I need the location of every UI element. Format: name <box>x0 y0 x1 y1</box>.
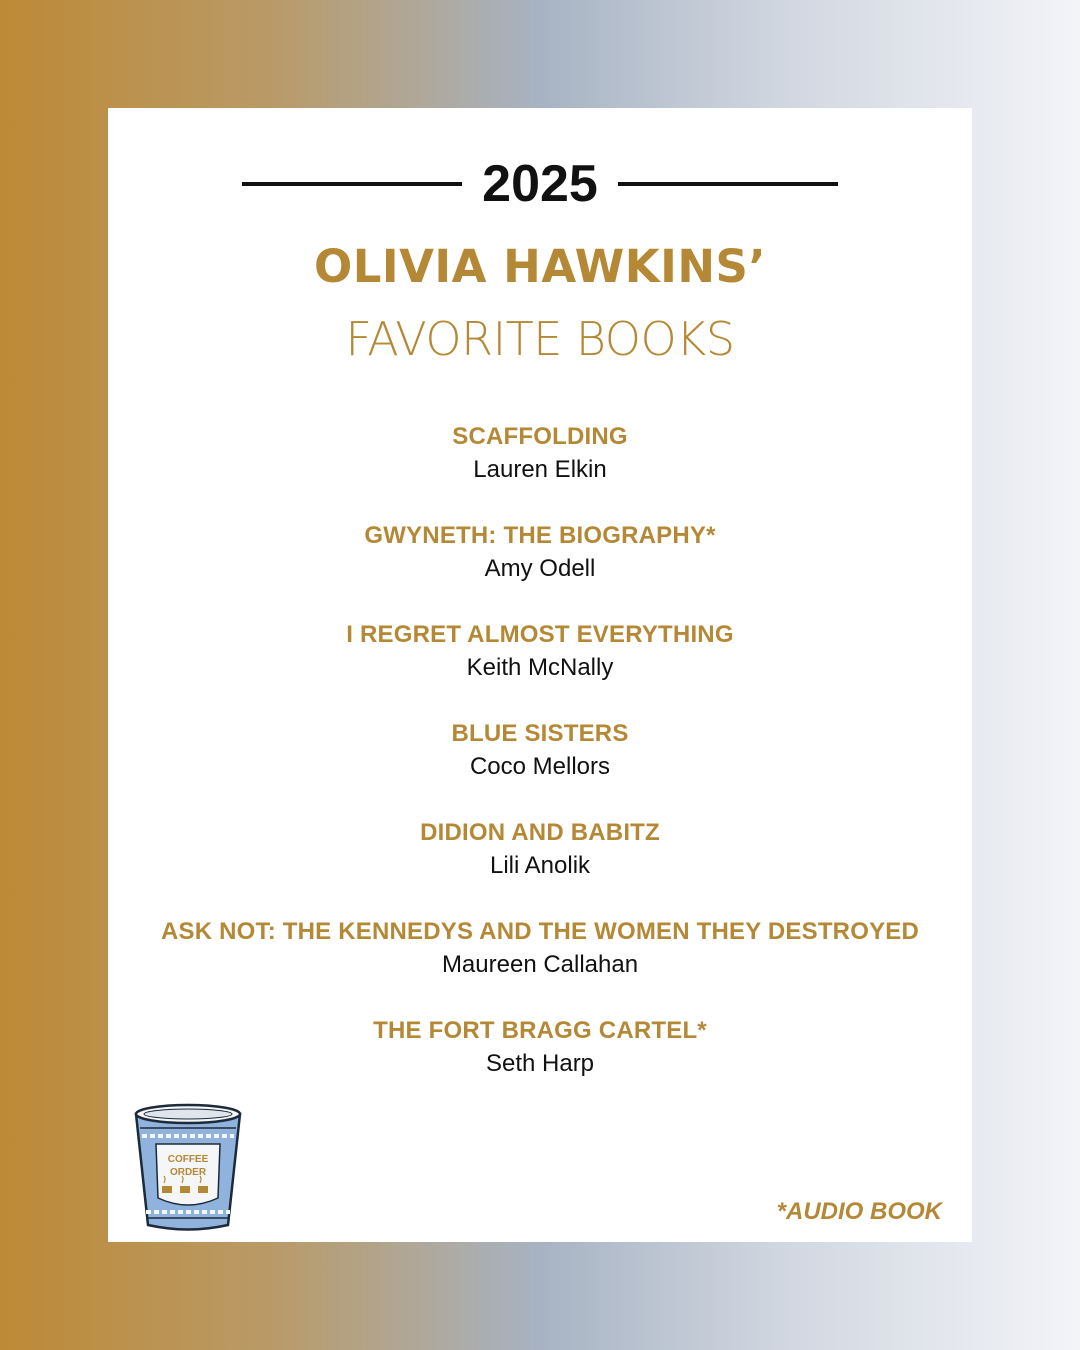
book-author: Lili Anolik <box>489 852 591 879</box>
book-author: Lauren Elkin <box>473 456 607 483</box>
book-list <box>0 420 1080 1113</box>
book-author: Amy Odell <box>484 555 596 582</box>
book-author: Coco Mellors <box>469 753 611 780</box>
coffee-cup-logo-icon <box>128 1100 248 1235</box>
book-item <box>0 717 1080 816</box>
book-item <box>0 1014 1080 1113</box>
book-item <box>0 816 1080 915</box>
year-label: 2025 <box>482 155 598 213</box>
book-title: ASK NOT: THE KENNEDYS AND THE WOMEN THEY DESTROYED <box>160 918 920 945</box>
book-title: GWYNETH: THE BIOGRAPHY* <box>364 522 716 549</box>
logo-text-line2: ORDER <box>169 1167 207 1178</box>
audiobook-footnote: *AUDIO BOOK <box>776 1198 942 1225</box>
book-item <box>0 519 1080 618</box>
left-divider <box>242 182 462 186</box>
book-title: THE FORT BRAGG CARTEL* <box>373 1017 707 1044</box>
book-author: Seth Harp <box>485 1050 595 1077</box>
page-subtitle: FAVORITE BOOKS <box>345 312 735 366</box>
book-title: SCAFFOLDING <box>452 423 628 450</box>
page-title: OLIVIA HAWKINS’ <box>313 240 767 293</box>
book-author: Maureen Callahan <box>441 951 639 978</box>
book-item <box>0 618 1080 717</box>
book-title: DIDION AND BABITZ <box>420 819 660 846</box>
book-item <box>0 915 1080 1014</box>
year-header <box>0 155 1080 213</box>
book-title: I REGRET ALMOST EVERYTHING <box>346 621 734 648</box>
logo-text-line1: COFFEE <box>167 1154 209 1165</box>
book-author: Keith McNally <box>466 654 614 681</box>
book-title: BLUE SISTERS <box>451 720 629 747</box>
book-item <box>0 420 1080 519</box>
right-divider <box>618 182 838 186</box>
